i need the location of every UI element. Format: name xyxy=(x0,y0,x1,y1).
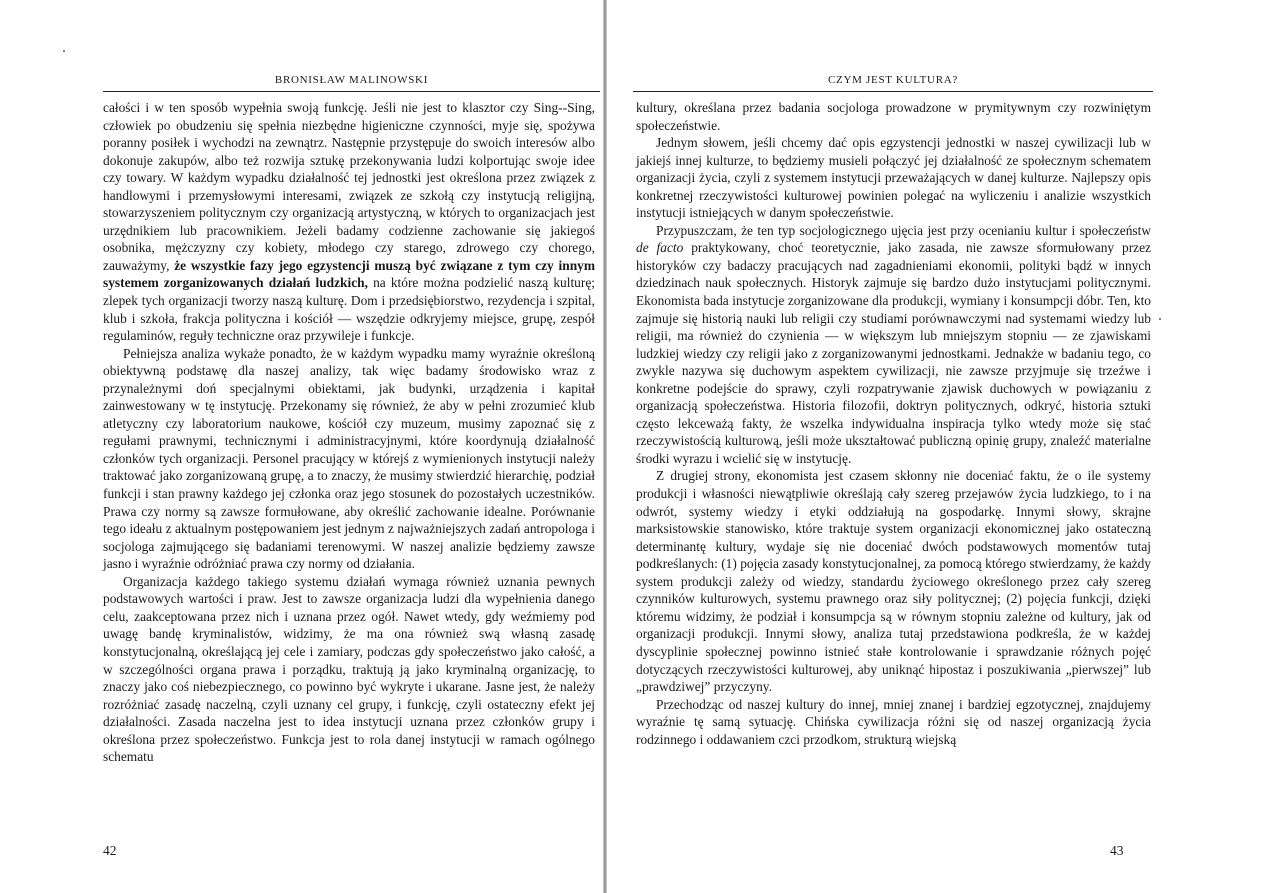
page-number: 42 xyxy=(103,843,117,858)
paragraph: Jednym słowem, jeśli chcemy dać opis egzystencji jednostki w naszej cywilizacji lub w jakiejś innej kulturze, to będziemy musieli połączyć jej działalność ze społecznym schematem organizacji życia, czyli z systemem instytucji przeważających w danej kulturze. Najlepszy opis konkretnej rzeczywistości kulturowej powinien polegać na wyliczeniu i analizie wszystkich instytucji istniejących w danym społeczeństwie. xyxy=(636,135,1151,221)
paragraph: Pełniejsza analiza wykaże ponadto, że w każdym wypadku mamy wyraźnie określoną obiektywną podstawę dla naszej analizy, tak więc badamy środowisko wraz z przynależnymi doń specjalnymi obiektami, jak budynki, urządzenia i kapitał zainwestowany w tę instytucję. Przekonamy się również, że aby w pełni zrozumieć klub atletyczny czy laboratorium naukowe, kościół czy muzeum, musimy zapoznać się z regułami prawnymi, technicznymi i administracyjnymi, które koordynują działalność członków tych organizacji. Personel pracujący w którejś z wymienionych instytucji należy traktować jako zorganizowaną grupę, a to znaczy, że musimy stwierdzić hierarchię, podział funkcji i stan prawny każdego jej członka oraz jego stosunek do pozostałych uczestników. Prawa czy normy są zawsze formułowane, aby określić zachowanie idealne. Porównanie tego ideału z aktualnym postępowaniem jest jednym z najważniejszych zadań antropologa i socjologa zajmującego się badaniami terenowymi. W naszej analizie będziemy zawsze jasno i wyraźnie odróżniać prawa czy normy od działania. xyxy=(103,345,595,572)
body-text xyxy=(636,99,1151,748)
left-page xyxy=(0,0,603,893)
paragraph: Organizacja każdego takiego systemu działań wymaga również uznania pewnych podstawowych wartości i praw. Jest to zawsze organizacja ludzi dla wypełnienia danego celu, zaakceptowana przez nich i uznana przez ogół. Nawet wtedy, gdy weźmiemy pod uwagę bandę kryminalistów, widzimy, że ma ona również swą własną zasadę konstytucjonalną, określającą jej cele i zamiary, podczas gdy społeczeństwo jako całość, a w szczególności organa prawa i porządku, traktują ją jako kryminalną organizację, to znaczy jako coś niebezpiecznego, co powinno być wykryte i ukarane. Jasne jest, że należy rozróżniać zasadę naczelną, czyli uznany cel grupy, i funkcję, czyli ostateczny efekt jej działalności. Zasada naczelna jest to idea instytucji uznana przez członków grupy i określona przez społeczeństwo. Funkcja jest to rola danej instytucji w ramach ogólnego schematu xyxy=(103,573,595,765)
paragraph: kultury, określana przez badania socjologa prowadzone w prymitywnym czy rozwiniętym społeczeństwie. xyxy=(636,100,1151,133)
scan-speck xyxy=(1159,318,1161,320)
right-page xyxy=(610,0,1263,893)
page-number: 43 xyxy=(1110,843,1124,858)
paragraph xyxy=(636,222,1151,468)
paragraph xyxy=(103,99,595,345)
paragraph: Przechodząc od naszej kultury do innej, mniej znanej i bardziej egzotycznej, znajdujemy wyraźnie tę samą sytuację. Chińska cywilizacja różni się od naszej organizacją życia rodzinnego i oddawaniem czci przodkom, strukturą wiejską xyxy=(636,696,1151,747)
text-run: Przypuszczam, że ten typ socjologicznego ujęcia jest przy ocenianiu kultur i społeczeństw xyxy=(656,222,1151,238)
book-gutter xyxy=(603,0,607,893)
text-run: na które można podzielić naszą kulturę; zlepek tych organizacji tworzy naszą kulturę. Dom i przedsiębiorstwo, rezydencja i szpital, klub i szkoła, frakcja polityczna i kościół — wszędzie odkryjemy miejsce, grupę, zespół regulaminów, reguły techniczne oraz przywileje i funkcje. xyxy=(103,275,595,344)
running-head: BRONISŁAW MALINOWSKI xyxy=(274,74,429,86)
header-rule xyxy=(633,91,1153,92)
italic-text-run: de facto xyxy=(636,240,684,256)
bold-text-run: że wszystkie fazy jego egzystencji muszą być związane z tym czy innym systemem zorganizowanych działań ludzkich, xyxy=(103,257,595,291)
running-head: CZYM JEST KULTURA? xyxy=(828,74,958,86)
body-text xyxy=(103,99,595,766)
header-rule xyxy=(103,91,600,92)
scan-speck xyxy=(63,50,65,52)
paragraph: Z drugiej strony, ekonomista jest czasem skłonny nie doceniać faktu, że o ile systemy produkcji i własności niewątpliwie określają cały szereg przejawów życia ludzkiego, to i na odwrót, systemy wiedzy i etyki oddziałują na gospodarkę. Innymi słowy, skrajne marksistowskie stanowisko, które traktuje system organizacji ekonomicznej jako ostateczną determinantę kultury, wydaje się nie doceniać dwóch podstawowych momentów tutaj podkreślanych: (1) pojęcia zasady konstytucjonalnej, za pomocą którego stwierdzamy, że każdy system produkcji zależy od wiedzy, standardu życiowego określonego przez cały szereg czynników kulturowych, systemu prawnego oraz siły politycznej; (2) pojęcia funkcji, dzięki któremu widzimy, że podział i konsumpcja są w równym stopniu zależne od kultury, jak od organizacji produkcji. Innymi słowy, analiza tutaj przedstawiona podkreśla, że w każdej dyscyplinie społecznej powinno istnieć stałe kontrolowanie i sprawdzanie różnych pojęć dotyczących rzeczywistości kulturowej, aby uniknąć hipostaz i poszukiwania „pierwszej” lub „prawdziwej” przyczyny. xyxy=(636,468,1151,695)
text-run: całości i w ten sposób wypełnia swoją funkcję. Jeśli nie jest to klasztor czy Sing--Sing, człowiek po obudzeniu się spełnia niezbędne higieniczne czynności, myje się, spożywa poranny posiłek i wychodzi na zewnątrz. Następnie przystępuje do swoich interesów albo dokonuje zakupów, albo też rozwija sztukę przekonywania ludzi kolportując swoje idee czy towary. W każdym wypadku działalność tej jednostki jest określona przez związek z handlowymi i przemysłowymi interesami, związek ze szkołą czy instytucją religijną, stowarzyszeniem politycznym czy organizacją artystyczną, w których to organizacjach jest urzędnikiem lub pracownikiem. Jeżeli badamy codzienne zachowanie się jakiegoś osobnika, mężczyzny czy kobiety, młodego czy starego, zdrowego czy chorego, zauważymy, xyxy=(103,100,595,273)
text-run: praktykowany, choć teoretycznie, jako zasada, nie zawsze sformułowany przez historyków czy badaczy pracujących nad zagadnieniami ekonomii, polityki bądź w innych dziedzinach nauk społecznych. Historyk zajmuje się bardzo dużo instytucjami politycznymi. Ekonomista bada instytucje zorganizowane dla produkcji, wymiany i konsumpcji dóbr. Ten, kto zajmuje się historią nauki lub religii czy studiami porównawczymi nad systemami wiedzy lub religii, ma również do czynienia — w większym lub mniejszym stopniu — ze zjawiskami ludzkiej wiedzy czy religii jako z zorganizowanymi jednostkami. Jednakże w badaniu tego, co zwykle nazywa się duchowym aspektem cywilizacji, nie zawsze przyjmuje się trzeźwe i konkretne podejście do sprawy, czyli rozpatrywanie zjawisk duchowych w powiązaniu z organizacją społeczeństwa. Historia filozofii, doktryn politycznych, odkryć, historia sztuki często lekceważą fakty, że wszelka indywidualna inspiracja tylko wtedy może się stać rzeczywistością kulturową, jeśli może ukształtować publiczną opinię grupy, znaleźć materialne środki wyrazu i wcielić się w instytucję. xyxy=(636,240,1152,466)
